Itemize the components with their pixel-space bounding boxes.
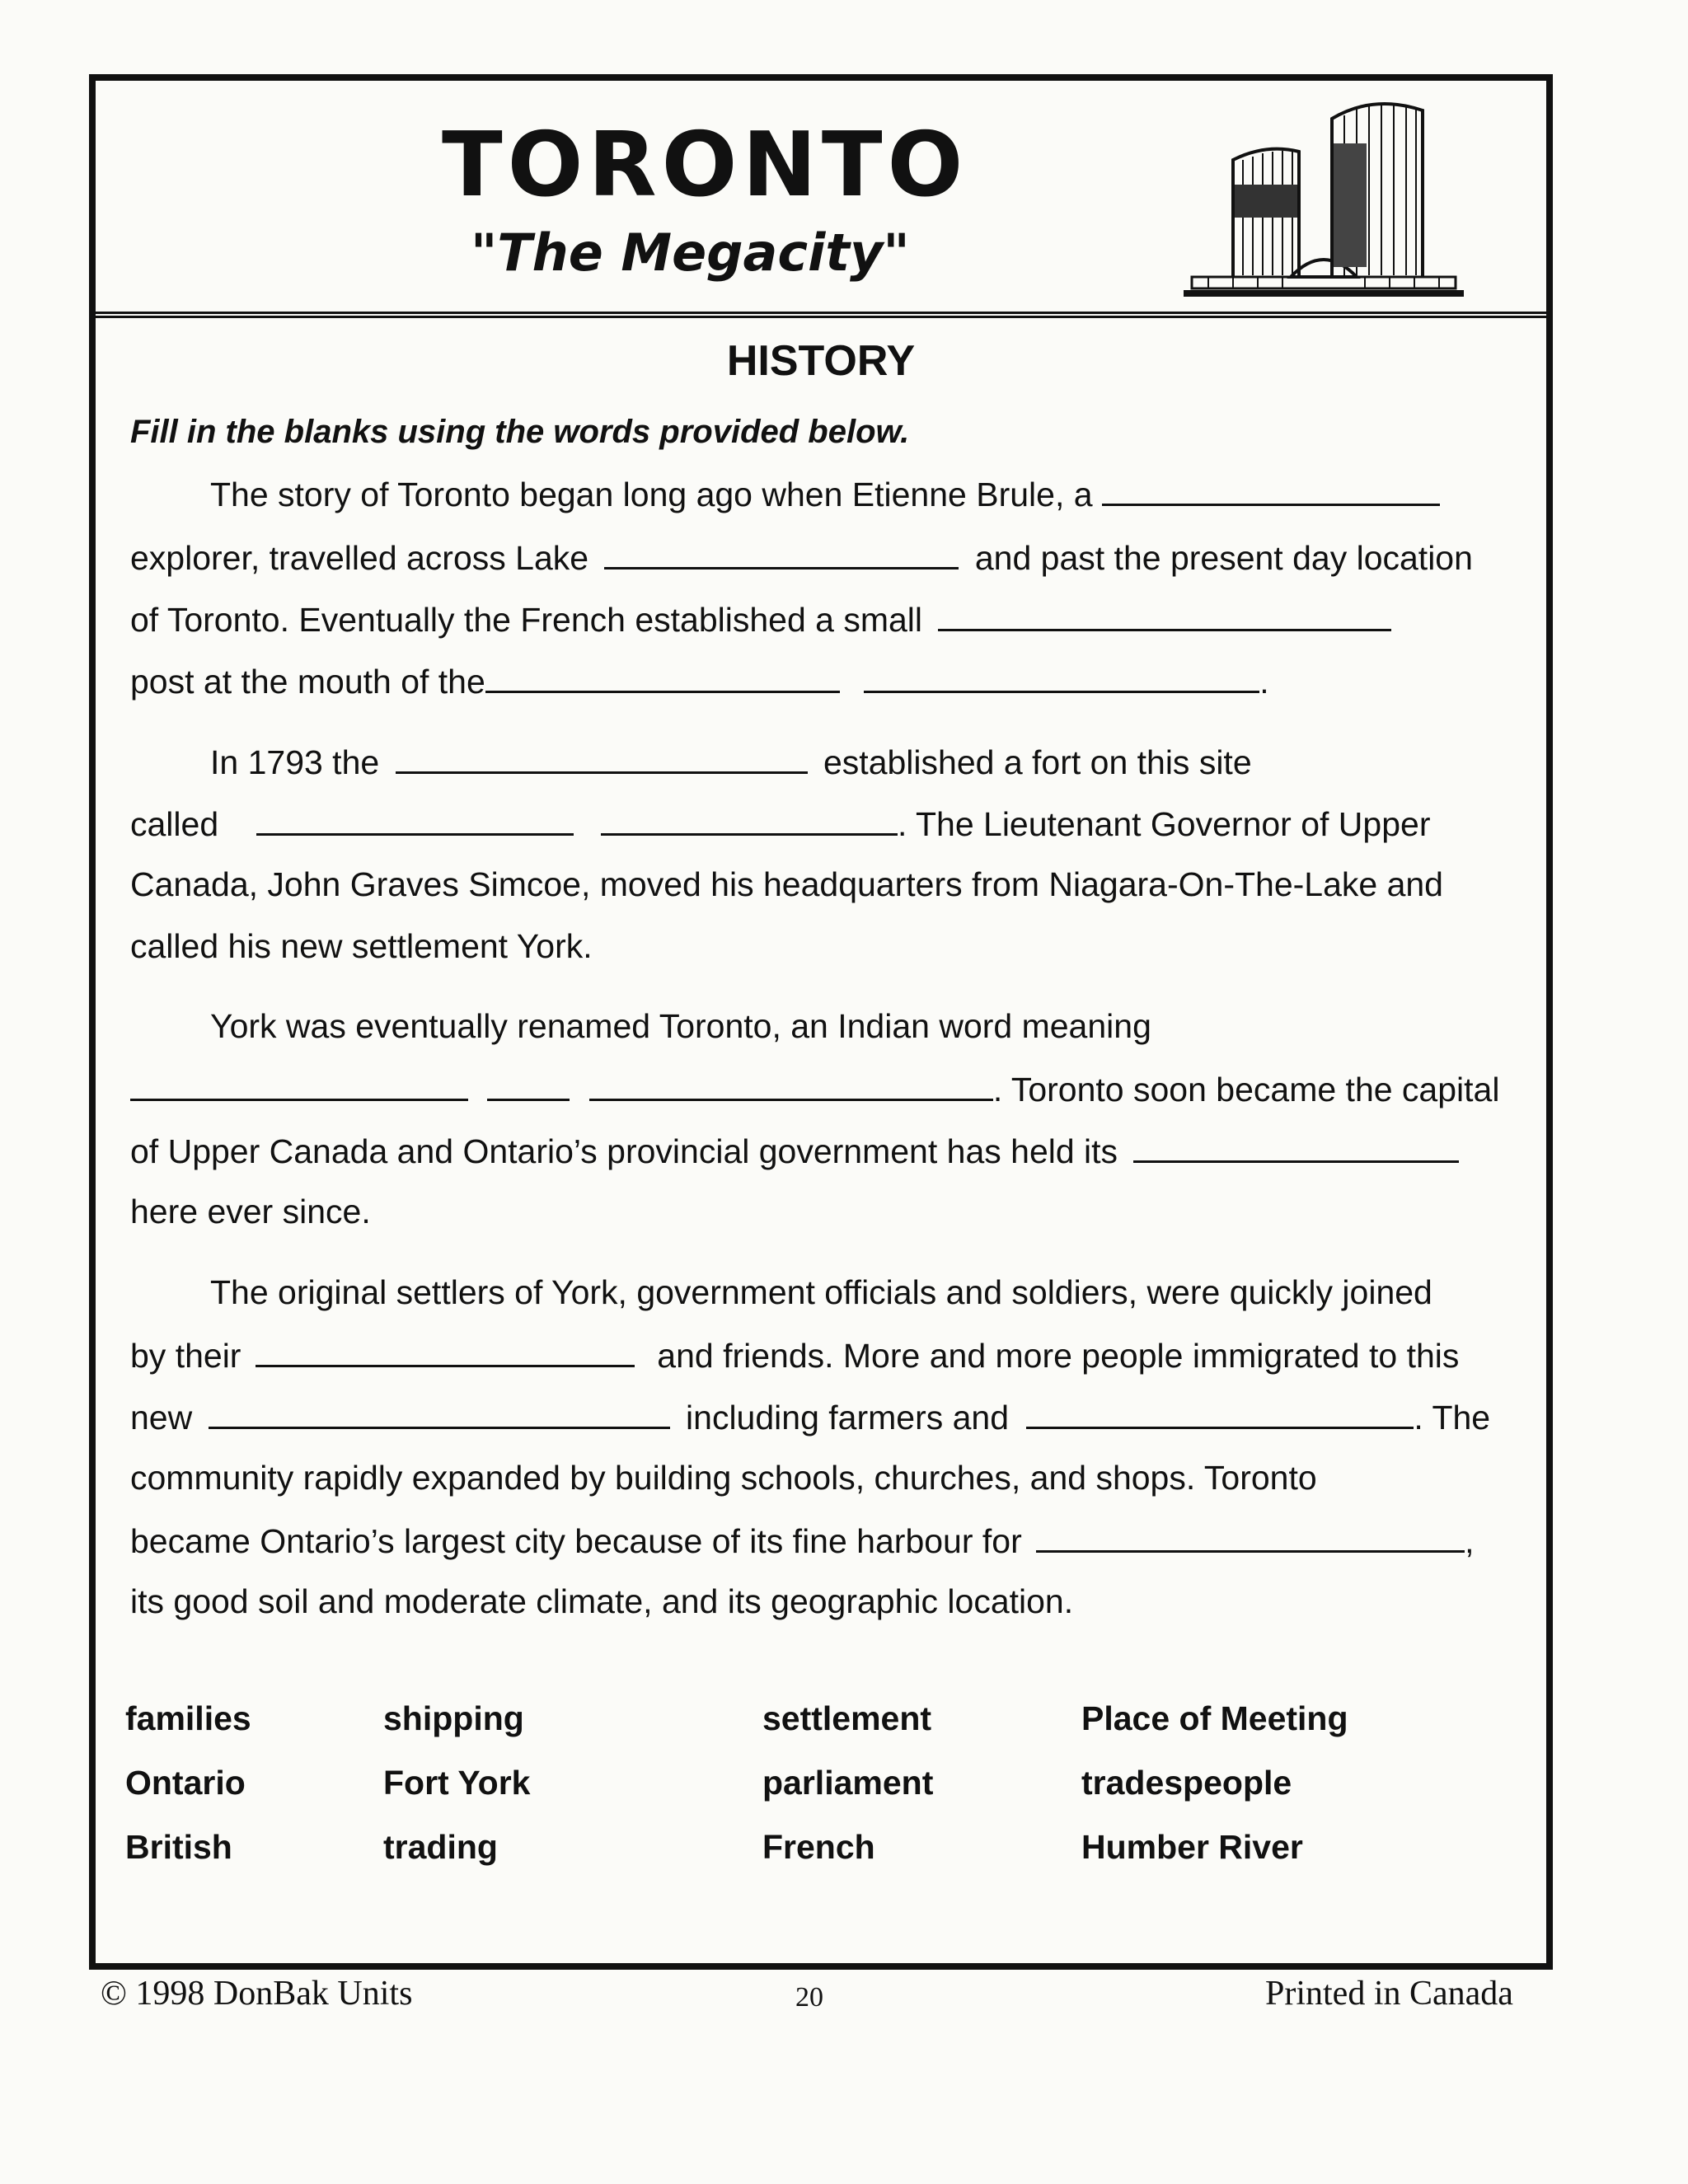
header: [96, 81, 1546, 318]
p2-line-2: called . The Lieutenant Governor of Upper: [130, 805, 1431, 843]
blank-6[interactable]: [396, 742, 808, 774]
blank-3[interactable]: [938, 599, 1391, 631]
word-settlement: settlement: [762, 1699, 932, 1737]
p2-line-3: Canada, John Graves Simcoe, moved his headquarters from Niagara-On-The-Lake and: [130, 865, 1443, 903]
blank-15[interactable]: [1026, 1397, 1414, 1429]
blank-4[interactable]: [485, 661, 840, 693]
p4-line-4: community rapidly expanded by building schools, churches, and shops. Toronto: [130, 1459, 1317, 1497]
p3-line-3: of Upper Canada and Ontario’s provincial government has held its: [130, 1131, 1459, 1171]
p4-line-6: its good soil and moderate climate, and its geographic location.: [130, 1582, 1074, 1620]
word-british: British: [125, 1828, 232, 1866]
blank-14[interactable]: [209, 1397, 670, 1429]
blank-8[interactable]: [601, 804, 898, 836]
p3-line-2: . Toronto soon became the capital: [130, 1069, 1499, 1109]
word-ontario: Ontario: [125, 1764, 246, 1802]
section-heading: HISTORY: [726, 337, 916, 385]
word-french: French: [762, 1828, 875, 1866]
blank-1[interactable]: [1102, 474, 1440, 506]
word-fort-york: Fort York: [383, 1764, 531, 1802]
p4-line-3: new including farmers and . The: [130, 1399, 1491, 1436]
blank-16[interactable]: [1036, 1521, 1465, 1553]
word-families: families: [125, 1699, 251, 1737]
blank-12[interactable]: [1133, 1131, 1459, 1163]
p4-line-5: became Ontario’s largest city because of its fine harbour for ,: [130, 1522, 1475, 1560]
word-parliament: parliament: [762, 1764, 934, 1802]
p4-line-1: The original settlers of York, government officials and soldiers, were quickly joined: [210, 1273, 1432, 1311]
p1-line-3: of Toronto. Eventually the French established a small: [130, 599, 1391, 640]
p3-line-1: York was eventually renamed Toronto, an Indian word meaning: [210, 1007, 1151, 1045]
city-hall-icon: [1175, 94, 1472, 308]
blank-7[interactable]: [256, 804, 574, 836]
page-title: TORONTO: [442, 114, 968, 217]
p2-line-1: In 1793 the established a fort on this site: [210, 743, 1252, 781]
p2-line-4: called his new settlement York.: [130, 927, 593, 965]
word-humber-river: Humber River: [1081, 1828, 1303, 1866]
p3-line-4: here ever since.: [130, 1193, 371, 1230]
word-trading: trading: [383, 1828, 498, 1866]
word-shipping: shipping: [383, 1699, 524, 1737]
page-subtitle: "The Megacity": [471, 223, 910, 283]
p4-line-2: by their and friends. More and more people immigrated to this: [130, 1337, 1460, 1375]
blank-10[interactable]: [487, 1069, 570, 1101]
blank-5[interactable]: [864, 661, 1259, 693]
printed-in: Printed in Canada: [1265, 1975, 1513, 2013]
word-place-of-meeting: Place of Meeting: [1081, 1699, 1348, 1737]
blank-9[interactable]: [130, 1069, 468, 1101]
page-number: 20: [795, 1982, 823, 2013]
blank-13[interactable]: [256, 1335, 635, 1367]
blank-11[interactable]: [589, 1069, 993, 1101]
p1-line-4: post at the mouth of the .: [130, 663, 1269, 701]
instruction: Fill in the blanks using the words provided below.: [130, 414, 910, 450]
p1-line-2: explorer, travelled across Lake and past the present day location: [130, 539, 1473, 577]
copyright: © 1998 DonBak Units: [101, 1975, 413, 2013]
blank-2[interactable]: [604, 537, 959, 569]
p1-line-1: The story of Toronto began long ago when Etienne Brule, a: [210, 474, 1440, 514]
word-tradespeople: tradespeople: [1081, 1764, 1292, 1802]
